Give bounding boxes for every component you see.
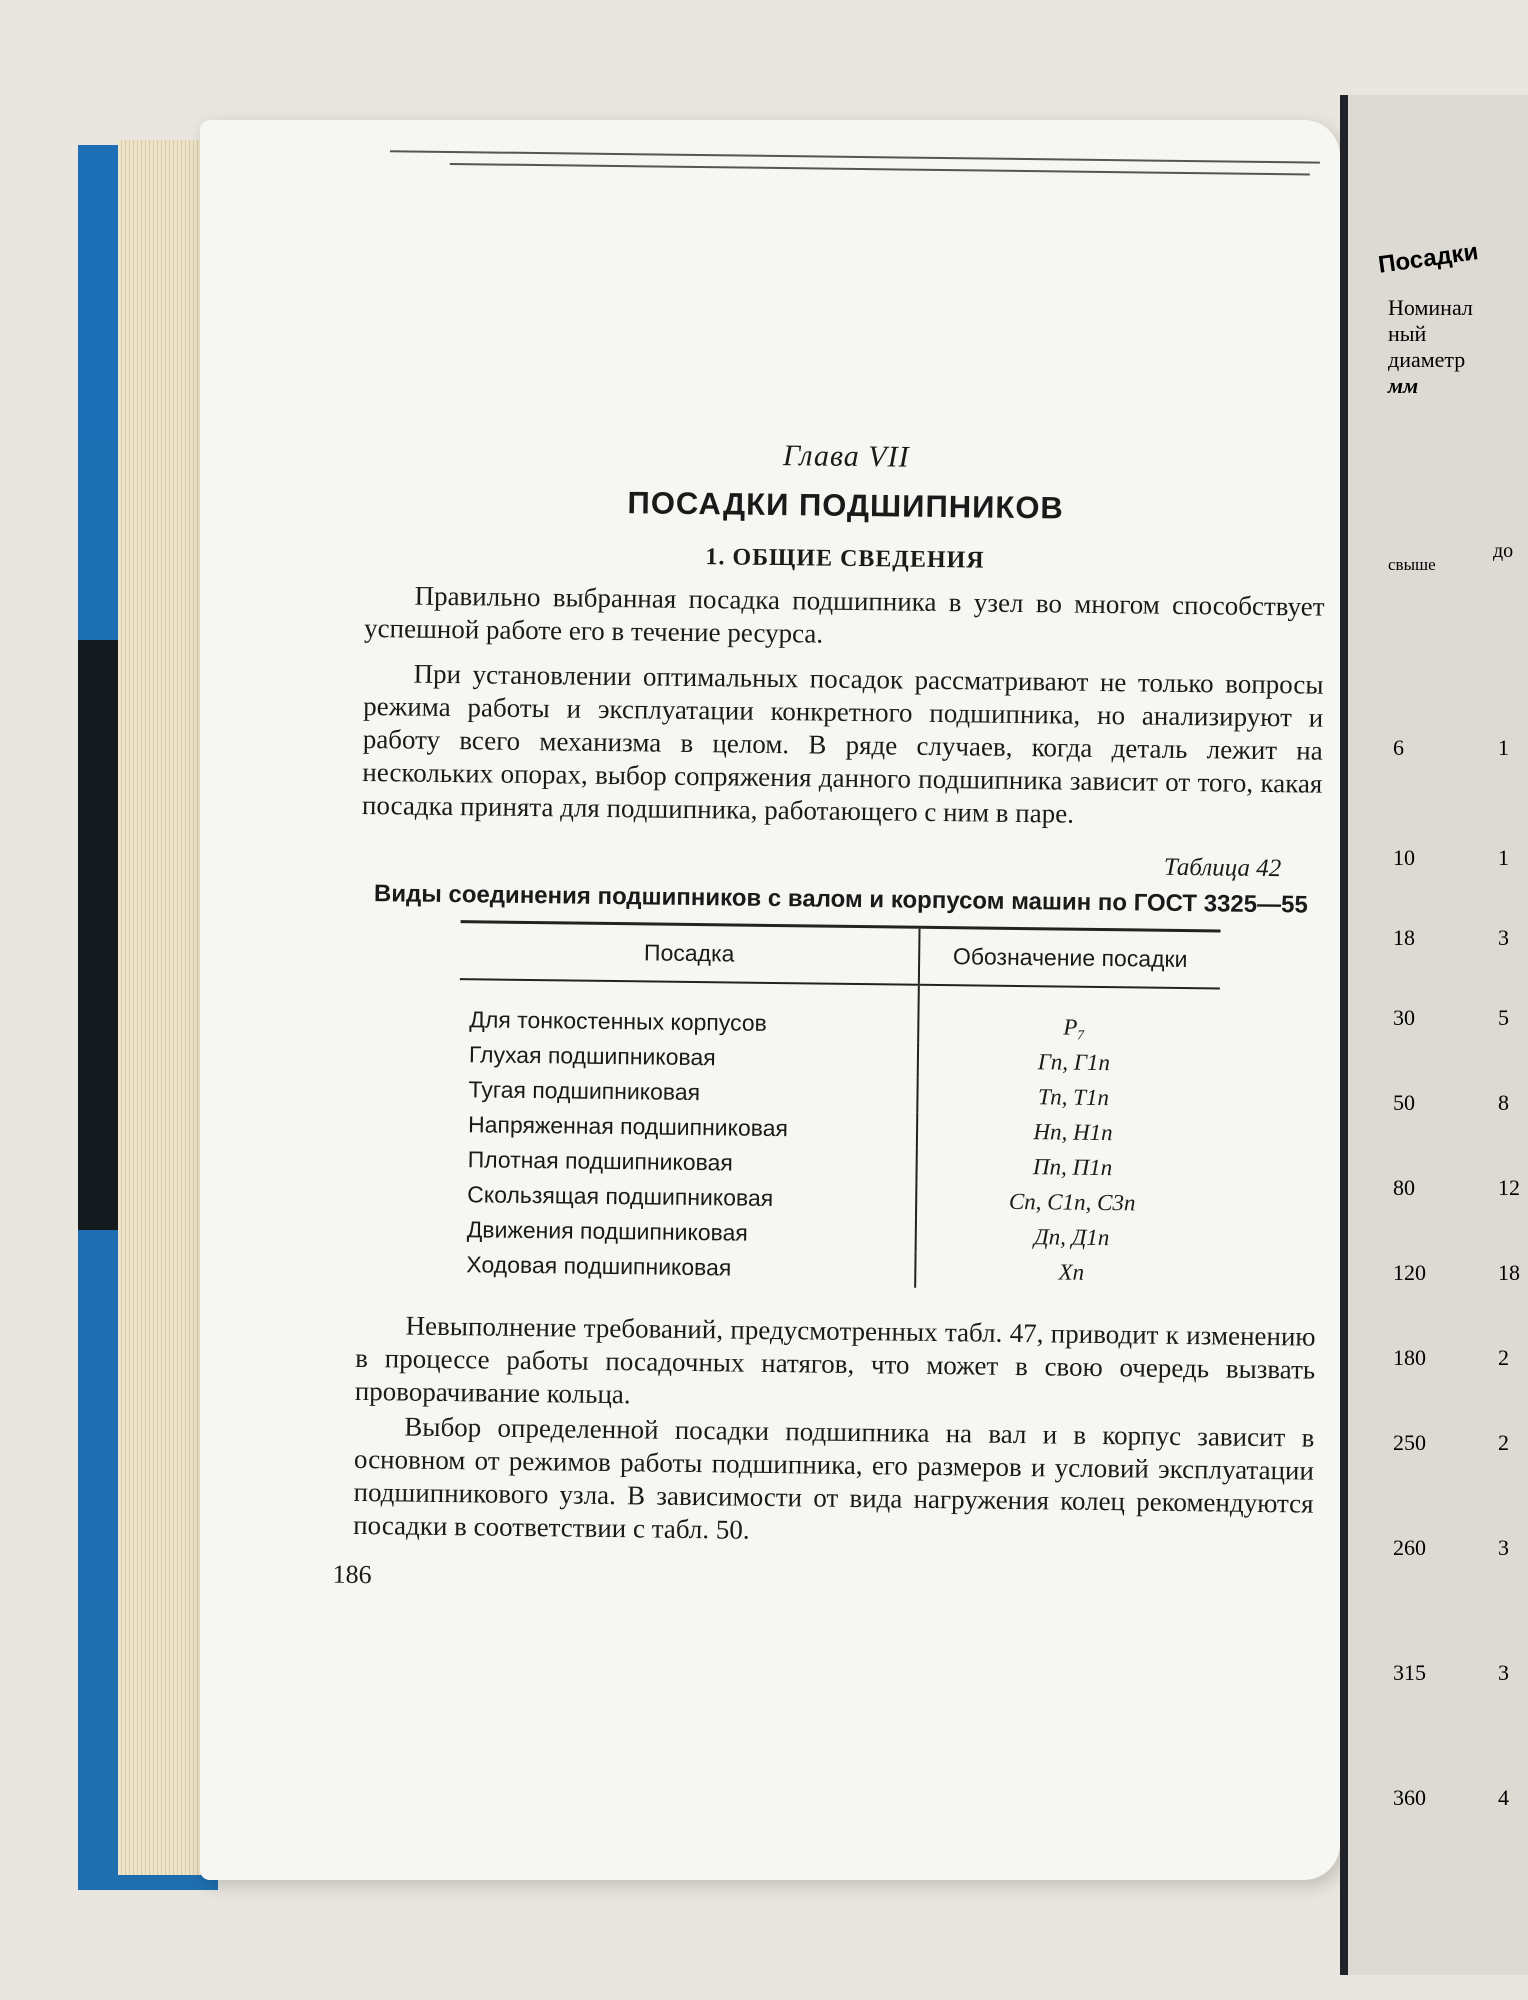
next-page-value: 6: [1393, 735, 1404, 760]
table-row: Скользящая подшипниковая Сп, С1п, С3п: [457, 1177, 1217, 1221]
chapter-heading: Глава VII: [782, 439, 910, 474]
table-row: Для тонкостенных корпусов P₇: [459, 979, 1220, 1046]
next-page-value-2: 1: [1498, 735, 1509, 760]
next-page-value-2: 3: [1498, 1660, 1509, 1685]
table-label: Таблица 42: [1163, 853, 1282, 883]
next-page-value: 260: [1393, 1535, 1426, 1560]
next-page-value-2: 3: [1498, 925, 1509, 950]
next-page-value-2: 2: [1498, 1345, 1509, 1370]
next-page-col-header: свыше: [1388, 555, 1436, 574]
next-page-value: 250: [1393, 1430, 1426, 1455]
paragraph-3: Невыполнение требований, предусмотренных табл. 47, приводит к изменению в процессе работы посадочных натягов, что может в свою очередь вызвать проворачивание кольца.: [354, 1310, 1316, 1410]
section-heading: 1. ОБЩИЕ СВЕДЕНИЯ: [705, 544, 985, 574]
next-page-title: Посадки: [1376, 238, 1480, 279]
table-row: Напряженная подшипниковая Нп, Н1п: [458, 1107, 1218, 1151]
next-page-value-2: 4: [1498, 1785, 1509, 1810]
next-page-value: 120: [1393, 1260, 1426, 1285]
next-page-col-header-2: до: [1493, 540, 1514, 562]
next-page-value-2: 1: [1498, 845, 1509, 870]
fits-table: [456, 920, 1220, 1291]
table-row: Плотная подшипниковая Пп, П1п: [457, 1142, 1217, 1186]
next-page: [1340, 95, 1528, 1975]
table-row: Движения подшипниковая Дп, Д1п: [457, 1212, 1217, 1256]
next-page-value: 50: [1393, 1090, 1415, 1115]
next-page-value: 80: [1393, 1175, 1415, 1200]
paragraph-1: Правильно выбранная посадка подшипника в узел во многом способствует успешной работе его в течение ресурса.: [363, 580, 1325, 649]
page-content: [332, 150, 1330, 1602]
next-page-value: 360: [1393, 1785, 1426, 1810]
next-page-value: 30: [1393, 1005, 1415, 1030]
paragraph-4: Выбор определенной посадки подшипника на вал и в корпус зависит в основном от режимов работы подшипника, его размеров и условий эксплуатации подшипникового узла. В зависимости от вида нагружения колец рекомендуются посадки в соответствии с табл. 50.: [353, 1411, 1315, 1545]
next-page-value-2: 12: [1498, 1175, 1520, 1200]
chapter-title: ПОСАДКИ ПОДШИПНИКОВ: [627, 485, 1065, 526]
next-page-value: 180: [1393, 1345, 1426, 1370]
paragraph-2: При установлении оптимальных посадок рассматривают не только вопросы режима работы и эксплуатации конкретного подшипника, но анализируют и работу всего механизма в целом. В ряде случаев, когда деталь лежит на нескольких опорах, выбор сопряжения данного подшипника зависит от того, какая посадка принята для подшипника, работающего с ним в паре.: [361, 658, 1324, 829]
next-page-value-2: 2: [1498, 1430, 1509, 1455]
top-rule-2: [450, 163, 1310, 176]
page-number: 186: [332, 1559, 372, 1590]
next-page-value: 315: [1393, 1660, 1426, 1685]
next-page-value-2: 18: [1498, 1260, 1520, 1285]
table-header-fit: Посадка: [460, 922, 920, 985]
table-header-code: Обозначение посадки: [919, 927, 1221, 988]
next-page-value: 10: [1393, 845, 1415, 870]
next-page-header: Номинал ный диаметр мм: [1388, 295, 1473, 398]
table-row: Тугая подшипниковая Тп, Т1п: [458, 1072, 1218, 1116]
next-page-value-2: 8: [1498, 1090, 1509, 1115]
next-page-value: 18: [1393, 925, 1415, 950]
table-row: Ходовая подшипниковая Хп: [456, 1247, 1216, 1291]
table-caption: Виды соединения подшипников с валом и корпусом машин по ГОСТ 3325—55: [373, 880, 1308, 919]
next-page-value-2: 5: [1498, 1005, 1509, 1030]
table-row: Глухая подшипниковая Гп, Г1п: [459, 1037, 1219, 1081]
next-page-value-2: 3: [1498, 1535, 1509, 1560]
